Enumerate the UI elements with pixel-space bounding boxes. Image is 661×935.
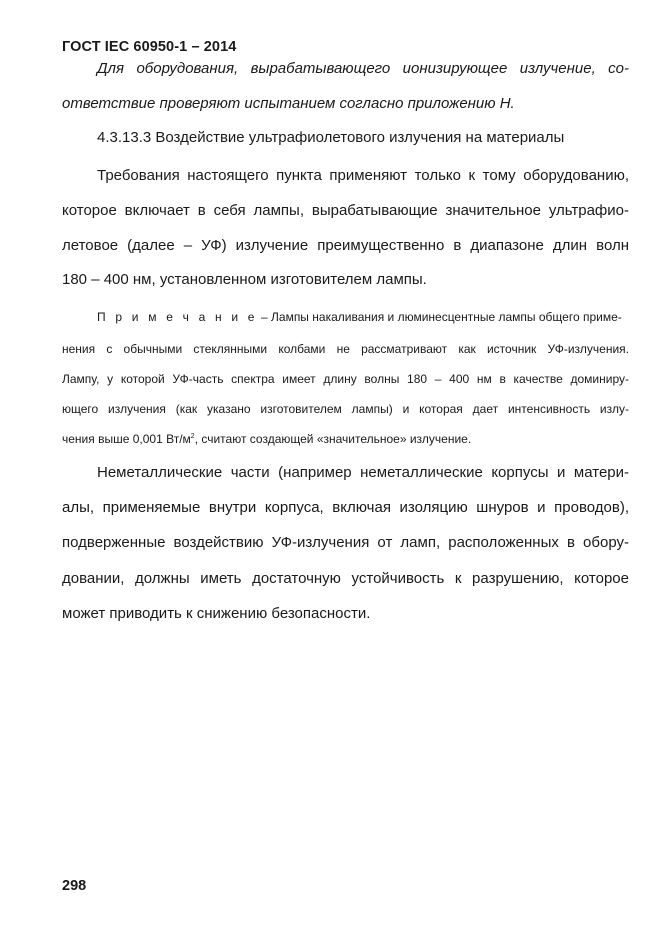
ionizing-line-2: ответствие проверяют испытанием согласно приложению Н.: [62, 95, 515, 112]
requirements-line-3: летовое (далее – УФ) излучение преимущественно в диапазоне длин волн: [62, 237, 629, 254]
note-line-3: Лампу, у которой УФ-часть спектра имеет длину волны 180 – 400 нм в качестве доминиру-: [62, 372, 629, 386]
note-superscript: 2: [190, 433, 195, 440]
requirements-line-4: 180 – 400 нм, установленном изготовителем лампы.: [62, 271, 427, 288]
note-label: П р и м е ч а н и е: [97, 310, 258, 324]
clause-heading: 4.3.13.3 Воздействие ультрафиолетового излучения на материалы: [97, 129, 565, 146]
nonmetallic-line-2: алы, применяемые внутри корпуса, включая изоляцию шнуров и проводов),: [62, 499, 629, 516]
document-header: ГОСТ IEC 60950-1 – 2014: [62, 39, 237, 55]
nonmetallic-line-1: Неметаллические части (например неметаллические корпусы и матери-: [97, 464, 629, 481]
nonmetallic-line-5: может приводить к снижению безопасности.: [62, 605, 371, 622]
nonmetallic-line-4: довании, должны иметь достаточную устойчивость к разрушению, которое: [62, 570, 629, 587]
nonmetallic-line-3: подверженные воздействию УФ-излучения от ламп, расположенных в обору-: [62, 534, 629, 551]
page-number: 298: [62, 878, 87, 894]
note-line-5-a: чения выше 0,001 Вт/м: [62, 432, 191, 446]
note-line-1-text: – Лампы накаливания и люминесцентные лампы общего приме-: [257, 310, 622, 324]
requirements-line-1: Требования настоящего пункта применяют только к тому оборудованию,: [97, 167, 629, 184]
note-line-1: [97, 310, 629, 325]
requirements-line-2: которое включает в себя лампы, вырабатывающие значительное ультрафио-: [62, 202, 629, 219]
note-line-5: [62, 432, 629, 447]
ionizing-line-1: Для оборудования, вырабатывающего ионизирующее излучение, со-: [97, 60, 629, 77]
note-line-5-b: , считают создающей «значительное» излучение.: [194, 432, 472, 446]
note-line-4: ющего излучения (как указано изготовителем лампы) и которая дает интенсивность излу-: [62, 402, 629, 416]
note-line-2: нения с обычными стеклянными колбами не рассматривают как источник УФ-излучения.: [62, 342, 629, 356]
